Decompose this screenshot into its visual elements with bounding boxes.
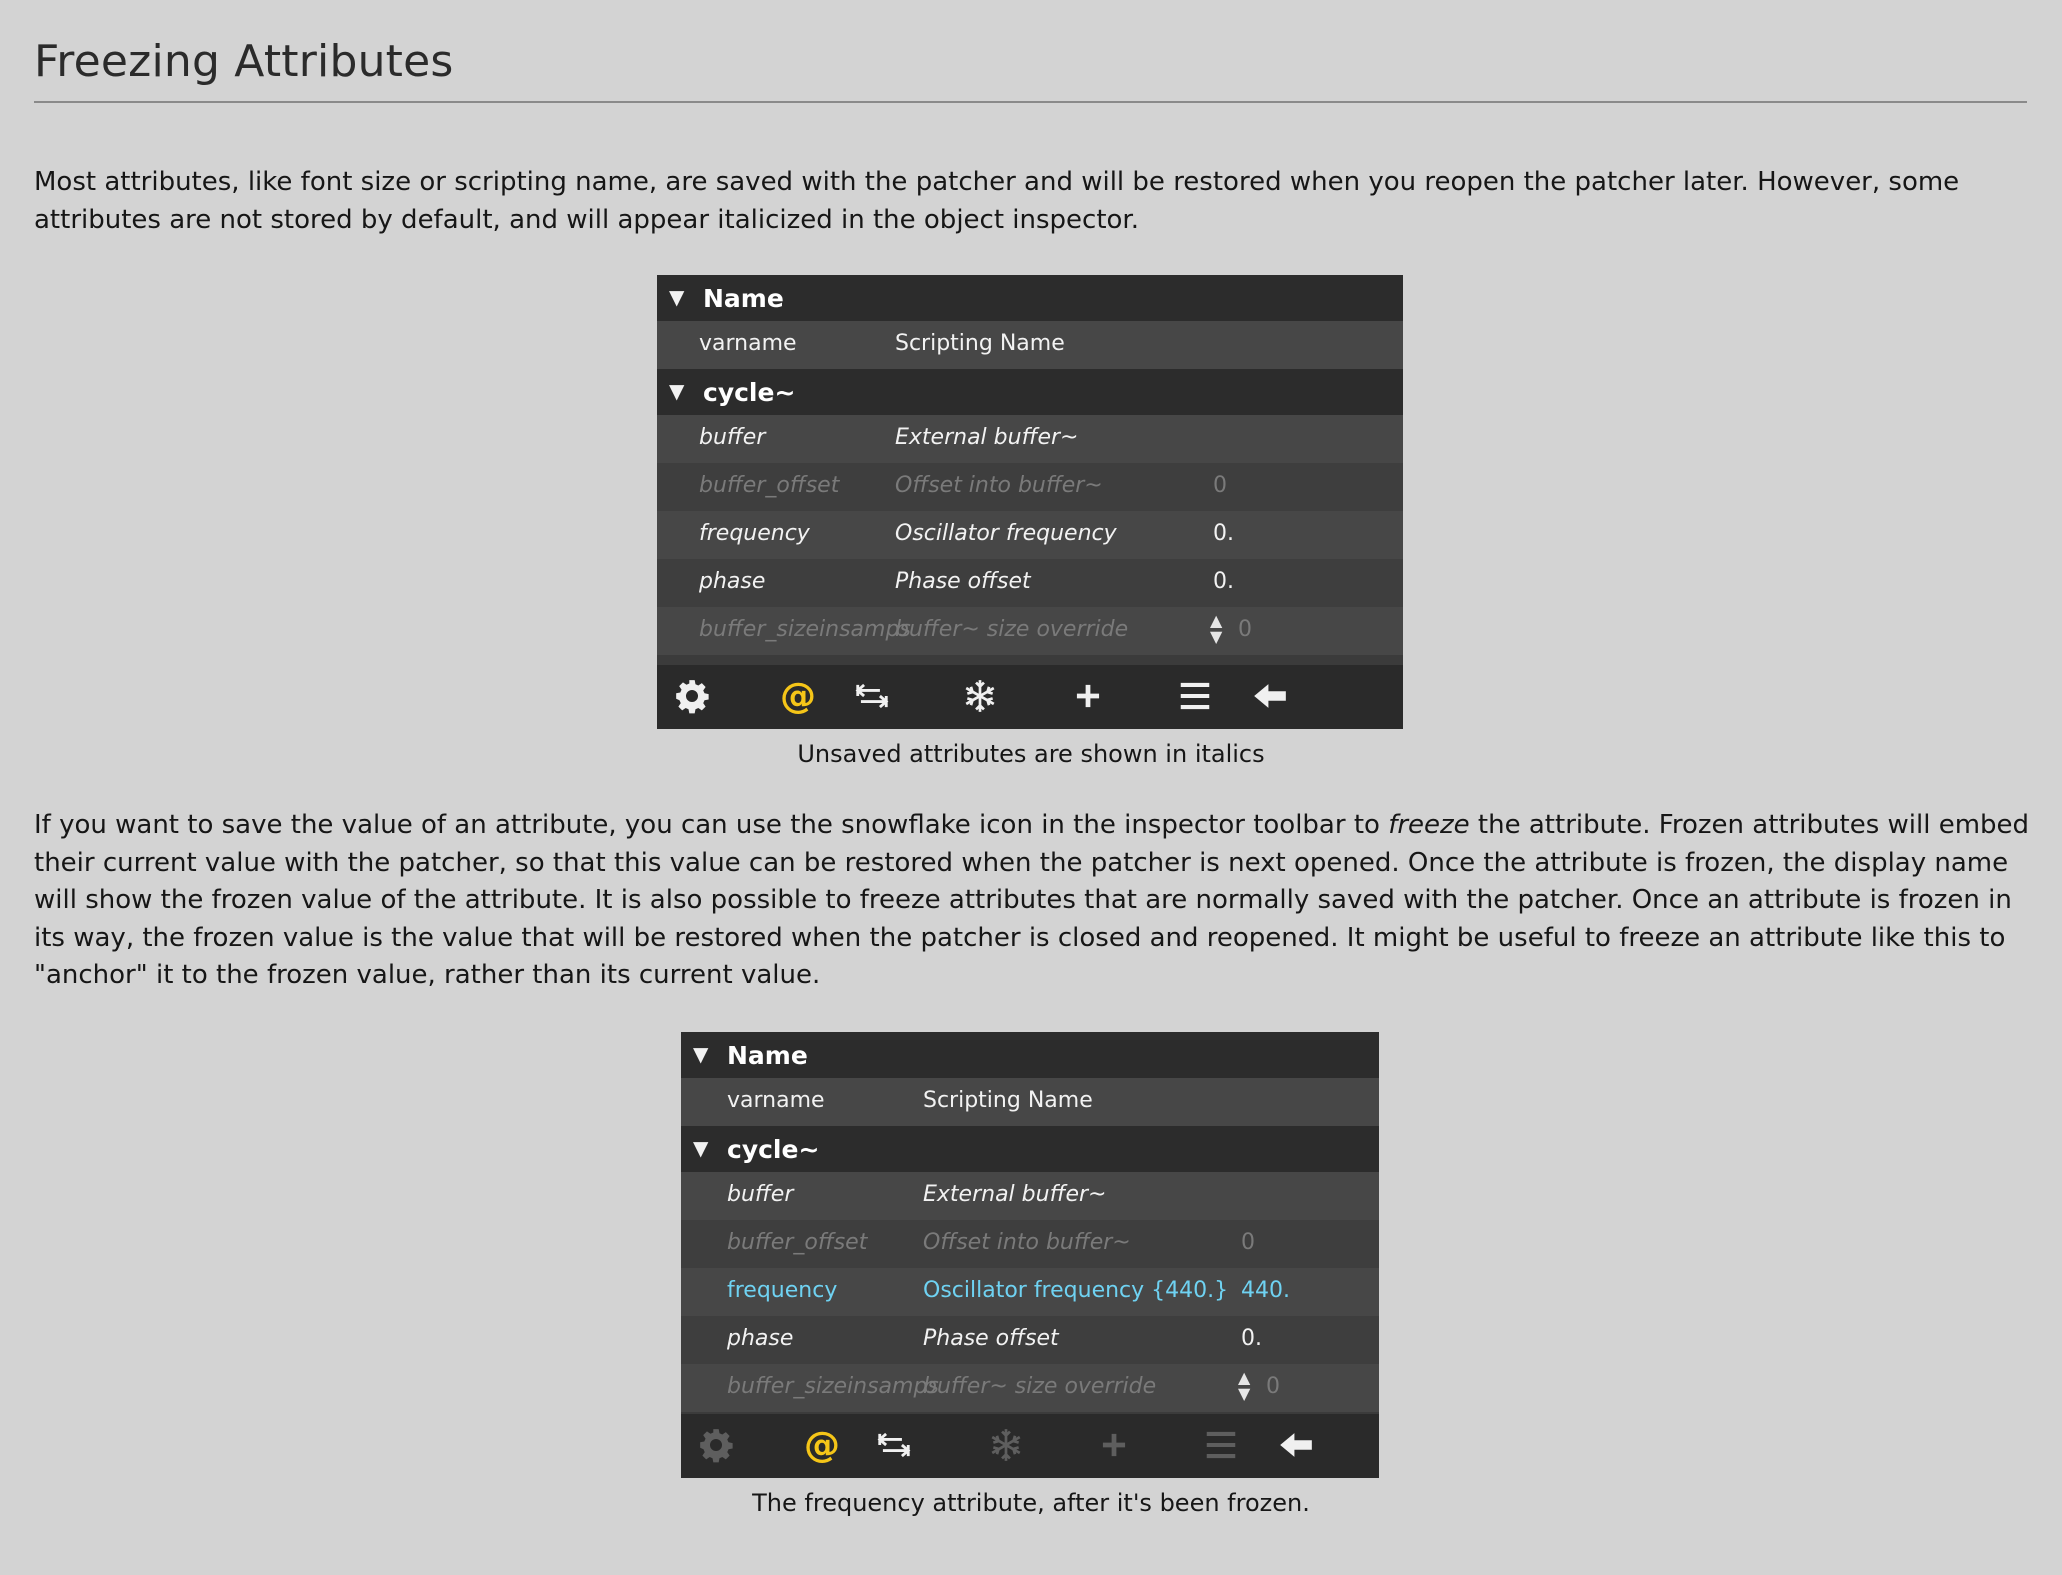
attribute-name: buffer_offset <box>699 473 840 498</box>
attribute-row-frequency-frozen[interactable] <box>681 1268 1379 1316</box>
attribute-name: frequency <box>727 1278 838 1303</box>
attribute-value[interactable]: 0 <box>1241 1230 1255 1255</box>
attribute-name: buffer <box>727 1182 794 1207</box>
title-divider <box>34 101 2027 103</box>
attribute-name: frequency <box>699 521 810 546</box>
attribute-label: Offset into buffer~ <box>923 1230 1131 1255</box>
gear-icon[interactable] <box>693 1422 739 1468</box>
attribute-label: Oscillator frequency {440.} <box>923 1278 1229 1303</box>
inspector-toolbar <box>657 665 1403 729</box>
disclosure-triangle-icon[interactable]: ▼ <box>669 379 685 403</box>
page-title: Freezing Attributes <box>34 36 454 87</box>
at-icon[interactable]: @ <box>780 675 816 717</box>
attribute-name: phase <box>699 569 766 594</box>
section-label: cycle~ <box>727 1135 820 1164</box>
attribute-label: Offset into buffer~ <box>895 473 1103 498</box>
attribute-row-buffer[interactable] <box>657 415 1403 463</box>
attribute-name: phase <box>727 1326 794 1351</box>
plus-icon[interactable] <box>1091 1422 1137 1468</box>
attribute-row-buffer-offset[interactable] <box>657 463 1403 511</box>
attribute-value[interactable]: 0. <box>1213 569 1234 594</box>
attribute-row-frequency[interactable] <box>657 511 1403 559</box>
inspector-toolbar <box>681 1414 1379 1478</box>
number-stepper-icon[interactable]: ▲ ▼ <box>1210 611 1223 646</box>
attribute-label: Scripting Name <box>923 1088 1093 1113</box>
figure-caption: Unsaved attributes are shown in italics <box>797 740 1265 768</box>
attribute-name: varname <box>727 1088 825 1113</box>
tab-arrow-icon[interactable] <box>871 1422 917 1468</box>
attribute-name: buffer <box>699 425 766 450</box>
attribute-value[interactable]: 0 <box>1266 1374 1280 1399</box>
disclosure-triangle-icon[interactable]: ▼ <box>693 1136 709 1160</box>
disclosure-triangle-icon[interactable]: ▼ <box>669 285 685 309</box>
attribute-name: buffer_sizeinsamps <box>727 1374 939 1399</box>
attribute-row-buffer-sizeinsamps[interactable] <box>681 1364 1379 1412</box>
attribute-value[interactable]: 0. <box>1241 1326 1262 1351</box>
snowflake-icon[interactable] <box>983 1422 1029 1468</box>
intro-paragraph: Most attributes, like font size or scripting name, are saved with the patcher and will be restored when you reopen the patcher later. However, some attributes are not stored by default, and will appear italicized in the object inspector. <box>34 167 1960 235</box>
attribute-label: Scripting Name <box>895 331 1065 356</box>
plus-icon[interactable] <box>1065 673 1111 719</box>
menu-icon[interactable] <box>1198 1422 1244 1468</box>
attribute-row-phase[interactable] <box>681 1316 1379 1364</box>
attribute-row-buffer-offset[interactable] <box>681 1220 1379 1268</box>
section-header-cycle[interactable] <box>657 369 1403 415</box>
section-label: Name <box>727 1041 808 1070</box>
figure-caption: The frequency attribute, after it's been frozen. <box>752 1489 1310 1517</box>
back-arrow-icon[interactable] <box>1247 673 1293 719</box>
attribute-row-varname[interactable] <box>681 1078 1379 1126</box>
attribute-label: Oscillator frequency <box>895 521 1117 546</box>
attribute-row-phase[interactable] <box>657 559 1403 607</box>
menu-icon[interactable] <box>1172 673 1218 719</box>
section-label: cycle~ <box>703 378 796 407</box>
paragraph-text: If you want to save the value of an attribute, you can use the snowflake icon in the inspector toolbar to <box>34 810 1389 840</box>
attribute-label: buffer~ size override <box>895 617 1129 642</box>
attribute-name: varname <box>699 331 797 356</box>
attribute-row-varname[interactable] <box>657 321 1403 369</box>
section-label: Name <box>703 284 784 313</box>
attribute-label: Phase offset <box>895 569 1031 594</box>
section-header-name[interactable] <box>657 275 1403 321</box>
attribute-value[interactable]: 0 <box>1213 473 1227 498</box>
at-icon[interactable]: @ <box>804 1424 840 1466</box>
attribute-label: Phase offset <box>923 1326 1059 1351</box>
number-stepper-icon[interactable]: ▲ ▼ <box>1238 1368 1251 1403</box>
paragraph-text: the attribute. Frozen attributes will embed their current value with the patcher, so that this value can be restored when the patcher is next opened. Once the attribute is frozen, the display name will show the frozen value of the attribute. It is also possible to freeze attributes that are normally saved with the patcher. Once an attribute is frozen in its way, the frozen value is the value that will be restored when the patcher is closed and reopened. It might be useful to freeze an attribute like this to "anchor" it to the frozen value, rather than its current value. <box>34 810 2030 990</box>
section-header-name[interactable] <box>681 1032 1379 1078</box>
attribute-value[interactable]: 440. <box>1241 1278 1290 1303</box>
object-inspector-frozen <box>681 1032 1379 1478</box>
gear-icon[interactable] <box>669 673 715 719</box>
attribute-label: External buffer~ <box>923 1182 1107 1207</box>
attribute-name: buffer_sizeinsamps <box>699 617 911 642</box>
disclosure-triangle-icon[interactable]: ▼ <box>693 1042 709 1066</box>
section-header-cycle[interactable] <box>681 1126 1379 1172</box>
attribute-label: External buffer~ <box>895 425 1079 450</box>
attribute-label: buffer~ size override <box>923 1374 1157 1399</box>
attribute-row-buffer[interactable] <box>681 1172 1379 1220</box>
attribute-row-buffer-sizeinsamps[interactable] <box>657 607 1403 655</box>
second-paragraph <box>34 807 2034 995</box>
paragraph-emphasis: freeze <box>1388 810 1470 840</box>
back-arrow-icon[interactable] <box>1273 1422 1319 1468</box>
snowflake-icon[interactable] <box>957 673 1003 719</box>
attribute-value[interactable]: 0 <box>1238 617 1252 642</box>
attribute-name: buffer_offset <box>727 1230 868 1255</box>
tab-arrow-icon[interactable] <box>849 673 895 719</box>
object-inspector-unsaved <box>657 275 1403 729</box>
attribute-value[interactable]: 0. <box>1213 521 1234 546</box>
